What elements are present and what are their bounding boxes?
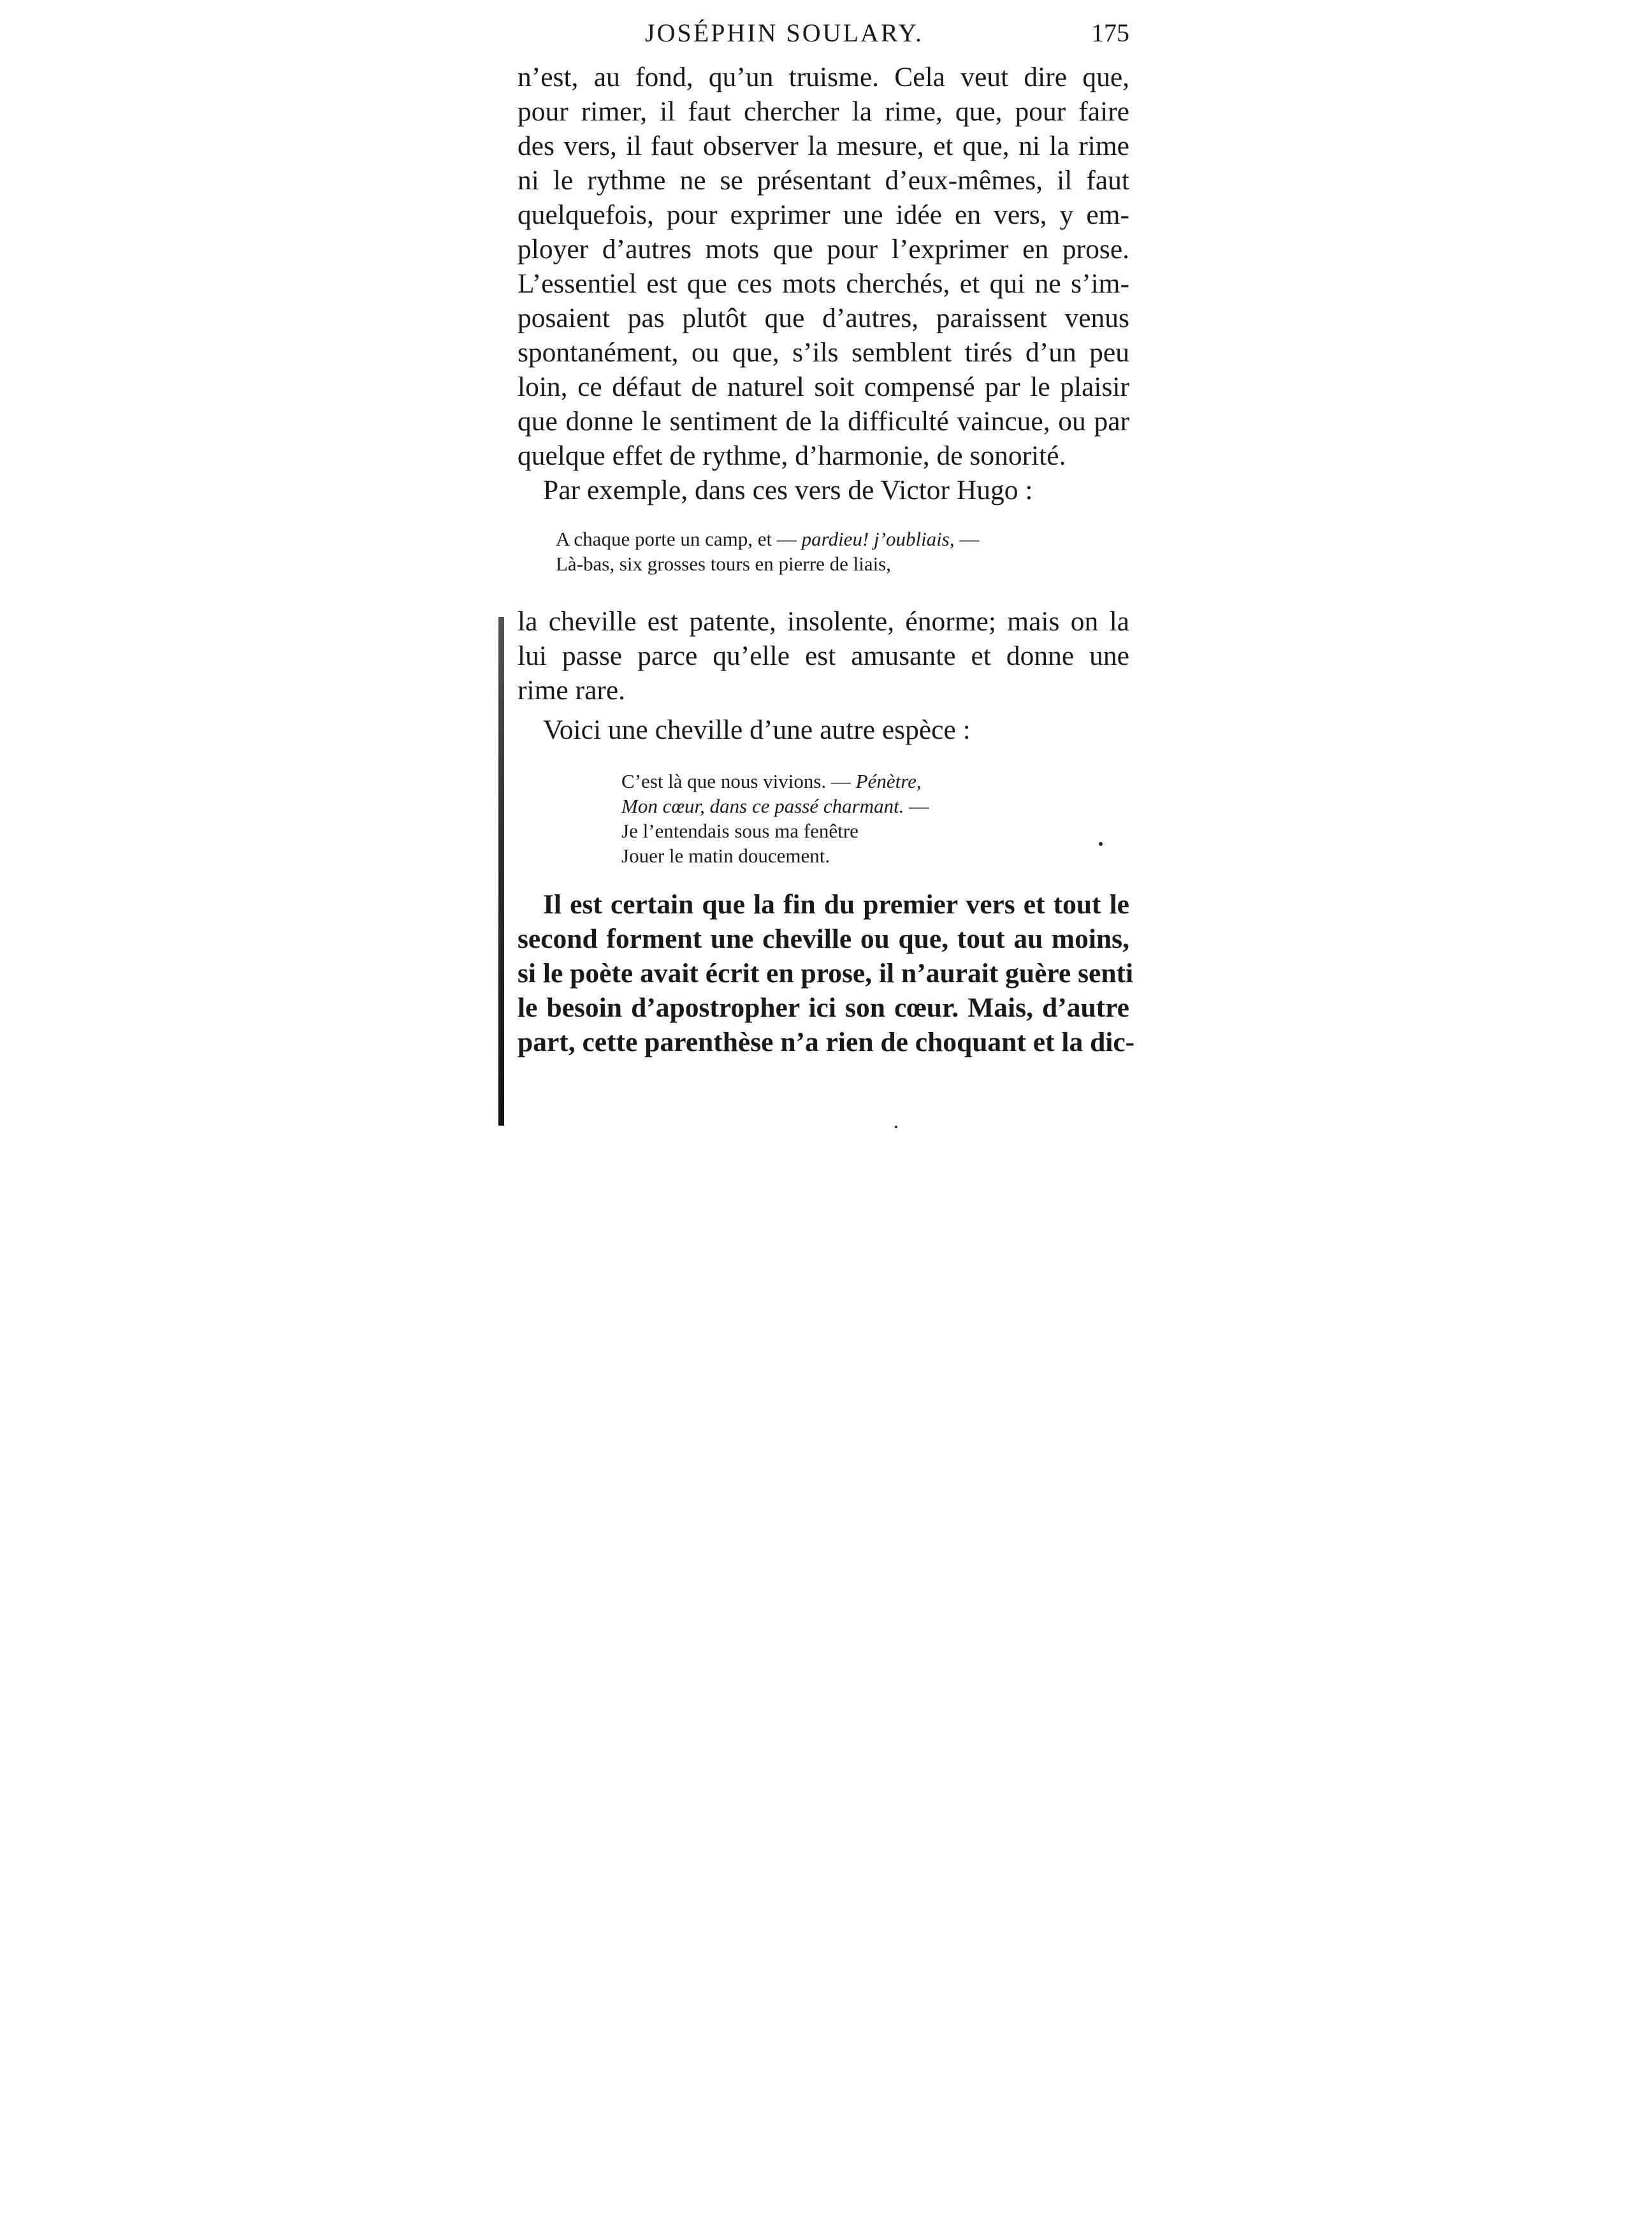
verse-text: A chaque porte un camp, et —	[556, 528, 802, 550]
text-line: le besoin d’apostropher ici son cœur. Mais, d’autre	[518, 992, 1129, 1023]
text-line: Voici une cheville d’une autre espèce :	[543, 715, 971, 745]
verse-line	[621, 794, 929, 818]
paragraph-4	[518, 713, 1129, 747]
paragraph-5	[518, 887, 1135, 1059]
text-line: ni le rythme ne se présentant d’eux-mêmes, il faut	[518, 165, 1129, 196]
text-line: L’essentiel est que ces mots cherchés, et qui ne s’im-	[518, 268, 1129, 299]
text-line: que donne le sentiment de la difficulté vaincue, ou par	[518, 406, 1129, 437]
page-number: 175	[1091, 18, 1129, 47]
verse-line: Jouer le matin doucement.	[621, 845, 830, 867]
text-line: spontanément, ou que, s’ils semblent tirés d’un peu	[518, 337, 1129, 368]
verse-line	[621, 769, 929, 794]
page-header	[518, 14, 1129, 52]
verse-italic-text: pardieu! j’oubliais,	[801, 528, 955, 550]
text-line: part, cette parenthèse n’a rien de choquant et la dic-	[518, 1027, 1135, 1057]
text-line: loin, ce défaut de naturel soit compensé par le plaisir	[518, 372, 1129, 402]
text-line: ployer d’autres mots que pour l’exprimer en prose.	[518, 234, 1129, 265]
text-line: quelque effet de rythme, d’harmonie, de sonorité.	[518, 440, 1066, 471]
paragraph-1	[518, 60, 1129, 473]
verse-italic-text: Pénètre,	[855, 770, 922, 792]
text-line: Par exemple, dans ces vers de Victor Hugo :	[543, 475, 1033, 505]
text-line: lui passe parce qu’elle est amusante et donne une	[518, 641, 1129, 671]
text-line: posaient pas plutôt que d’autres, paraissent venus	[518, 303, 1129, 333]
verse-quote-hugo	[556, 526, 979, 576]
text-line: pour rimer, il faut chercher la rime, que, pour faire	[518, 96, 1129, 127]
text-line: si le poète avait écrit en prose, il n’aurait guère senti	[518, 958, 1134, 989]
paragraph-3	[518, 604, 1129, 708]
verse-line: Je l’entendais sous ma fenêtre	[621, 820, 859, 842]
verse-text: C’est là que nous vivions. —	[621, 770, 856, 792]
verse-quote-soulary	[621, 769, 929, 868]
verse-text: —	[954, 528, 980, 550]
verse-italic-text: Mon cœur, dans ce passé charmant.	[621, 795, 904, 817]
text-line: second forment une cheville ou que, tout au moins,	[518, 924, 1129, 954]
verse-line: Là-bas, six grosses tours en pierre de liais,	[556, 553, 892, 575]
text-line: la cheville est patente, insolente, énorme; mais on la	[518, 606, 1129, 637]
ink-speck	[895, 1126, 897, 1128]
running-title: JOSÉPHIN SOULARY.	[645, 18, 924, 47]
text-line: quelquefois, pour exprimer une idée en vers, y em-	[518, 200, 1129, 230]
text-line: rime rare.	[518, 675, 626, 706]
verse-text: —	[904, 795, 929, 817]
verse-line	[556, 526, 979, 551]
text-line: n’est, au fond, qu’un truisme. Cela veut dire que,	[518, 62, 1129, 92]
text-line: Il est certain que la fin du premier vers et tout le	[543, 889, 1129, 920]
margin-scan-mark	[498, 617, 504, 1126]
text-line: des vers, il faut observer la mesure, et que, ni la rime	[518, 131, 1129, 161]
paragraph-2	[518, 473, 1129, 507]
ink-speck	[1099, 842, 1103, 846]
